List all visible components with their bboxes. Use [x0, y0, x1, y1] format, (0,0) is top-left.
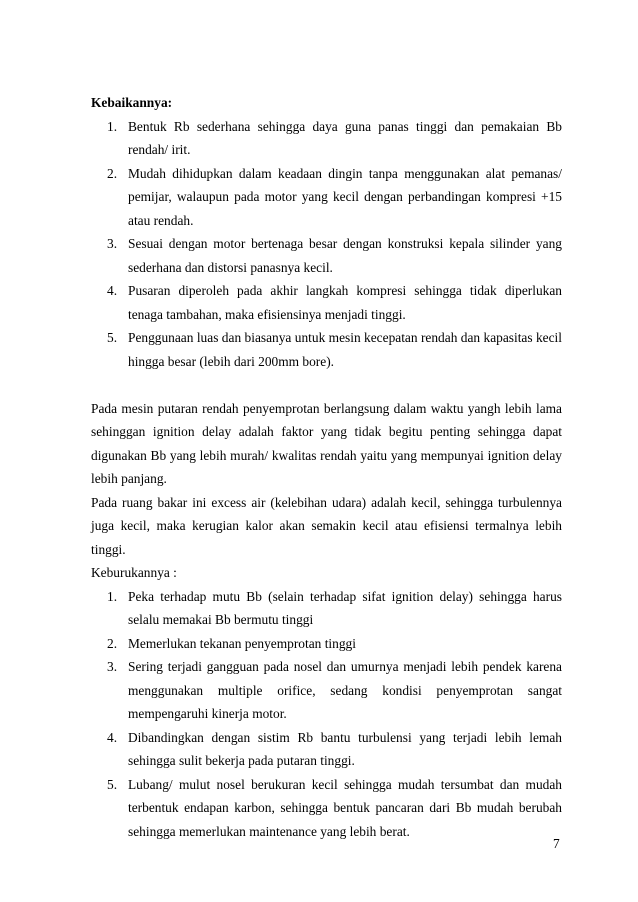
list-item	[91, 726, 562, 773]
list-item-number: 5.	[107, 776, 118, 792]
advantages-heading: Kebaikannya:	[91, 95, 173, 110]
document-page	[91, 91, 562, 843]
list-item-number: 3.	[107, 659, 118, 674]
list-item	[91, 632, 562, 656]
list-item-number: 4.	[107, 729, 118, 745]
list-item-text: Lubang/ mulut nosel berukuran kecil sehingga mudah tersumbat dan mudah terbentuk endapan karbon, sehingga bentuk pancaran dari Bb mudah berubah sehingga memerlukan maintenance yang lebih berat.	[128, 776, 562, 839]
page-number: 7	[553, 836, 560, 851]
list-item-text: Sering terjadi gangguan pada nosel dan umurnya menjadi lebih pendek karena menggunakan multiple orifice, sedang kondisi penyemprotan sangat mempengaruhi kinerja motor.	[128, 659, 562, 721]
list-item	[91, 773, 562, 844]
list-item-number: 1.	[107, 588, 118, 604]
list-item	[91, 326, 562, 373]
list-item-text: Penggunaan luas dan biasanya untuk mesin kecepatan rendah dan kapasitas kecil hingga besar (lebih dari 200mm bore).	[128, 330, 562, 369]
body-paragraph: Pada mesin putaran rendah penyemprotan berlangsung dalam waktu yangh lebih lama sehinggan ignition delay adalah faktor yang tidak begitu penting sehingga dapat digunakan Bb yang lebih murah/ kwalitas rendah yaitu yang mempunyai ignition delay lebih panjang.	[91, 400, 562, 486]
paragraph-spacer	[91, 373, 562, 397]
list-item-number: 4.	[107, 283, 118, 298]
body-paragraph: Pada ruang bakar ini excess air (kelebihan udara) adalah kecil, sehingga turbulennya juga kecil, maka kerugian kalor akan semakin kecil atau efisiensi termalnya lebih tinggi.	[91, 494, 562, 557]
list-item-number: 3.	[107, 236, 118, 251]
list-item-number: 1.	[107, 118, 118, 134]
list-item-text: Peka terhadap mutu Bb (selain terhadap sifat ignition delay) sehingga harus selalu memakai Bb bermutu tinggi	[128, 588, 562, 627]
list-item-number: 2.	[107, 165, 118, 181]
list-item-text: Dibandingkan dengan sistim Rb bantu turbulensi yang terjadi lebih lemah sehingga sulit bekerja pada putaran tinggi.	[128, 729, 562, 768]
disadvantages-list	[91, 585, 562, 844]
list-item	[91, 585, 562, 632]
list-item	[91, 655, 562, 726]
list-item	[91, 232, 562, 279]
list-item-text: Bentuk Rb sederhana sehingga daya guna panas tinggi dan pemakaian Bb rendah/ irit.	[128, 118, 562, 157]
list-item-number: 5.	[107, 330, 118, 345]
advantages-list	[91, 115, 562, 374]
list-item-text: Sesuai dengan motor bertenaga besar dengan konstruksi kepala silinder yang sederhana dan distorsi panasnya kecil.	[128, 236, 562, 275]
disadvantages-heading: Keburukannya :	[91, 565, 177, 580]
list-item	[91, 115, 562, 162]
list-item-text: Memerlukan tekanan penyemprotan tinggi	[128, 635, 356, 651]
list-item-number: 2.	[107, 635, 118, 651]
list-item-text: Mudah dihidupkan dalam keadaan dingin tanpa menggunakan alat pemanas/ pemijar, walaupun pada motor yang kecil dengan perbandingan kompresi +15 atau rendah.	[128, 165, 562, 228]
list-item-text: Pusaran diperoleh pada akhir langkah kompresi sehingga tidak diperlukan tenaga tambahan, maka efisiensinya menjadi tinggi.	[128, 283, 562, 322]
list-item	[91, 279, 562, 326]
list-item	[91, 162, 562, 233]
